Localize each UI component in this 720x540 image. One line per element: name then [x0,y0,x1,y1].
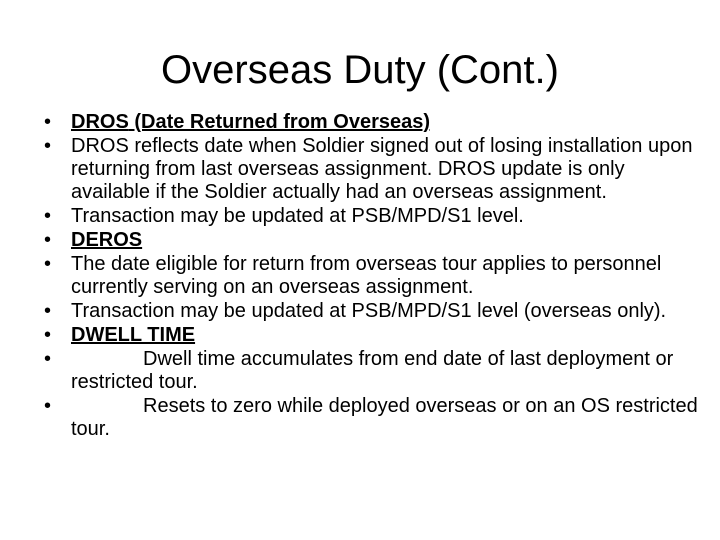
bullet-icon: • [44,253,52,275]
bullet-text: Transaction may be updated at PSB/MPD/S1 level (overseas only). [71,300,667,322]
bullet-item-deros-transaction [44,300,704,323]
slide-title: Overseas Duty (Cont.) [161,48,559,92]
bullet-item-dros-transaction [44,205,704,228]
bullet-icon: • [44,324,52,346]
bullet-list [44,111,704,442]
dwell-time-heading: DWELL TIME [71,324,196,346]
bullet-text: Dwell time accumulates from end date of last deployment or restricted tour. [71,348,674,393]
bullet-item-dros [44,111,704,134]
bullet-text: DROS reflects date when Soldier signed out of losing installation upon returning from last overseas assignment. DROS update is only available if the Soldier actually had an overseas assignment. [71,135,693,203]
bullet-icon: • [44,229,52,251]
bullet-icon: • [44,300,52,322]
bullet-icon: • [44,205,52,227]
bullet-item-deros [44,229,704,252]
bullet-text: Resets to zero while deployed overseas or on an OS restricted tour. [71,395,698,440]
bullet-item-dros-description [44,135,704,204]
bullet-item-dwell-accumulates [44,348,704,394]
bullet-icon: • [44,135,52,157]
bullet-icon: • [44,111,52,133]
bullet-item-deros-description [44,253,704,299]
bullet-item-dwell-resets [44,395,704,441]
bullet-text: The date eligible for return from overseas tour applies to personnel currently serving on an overseas assignment. [71,253,662,298]
bullet-item-dwell-time [44,324,704,347]
bullet-text: Transaction may be updated at PSB/MPD/S1 level. [71,205,524,227]
dros-term: DROS [71,111,129,133]
deros-heading: DEROS [71,229,143,251]
bullet-icon: • [44,395,52,417]
bullet-icon: • [44,348,52,370]
dros-definition: (Date Returned from Overseas) [128,111,430,133]
